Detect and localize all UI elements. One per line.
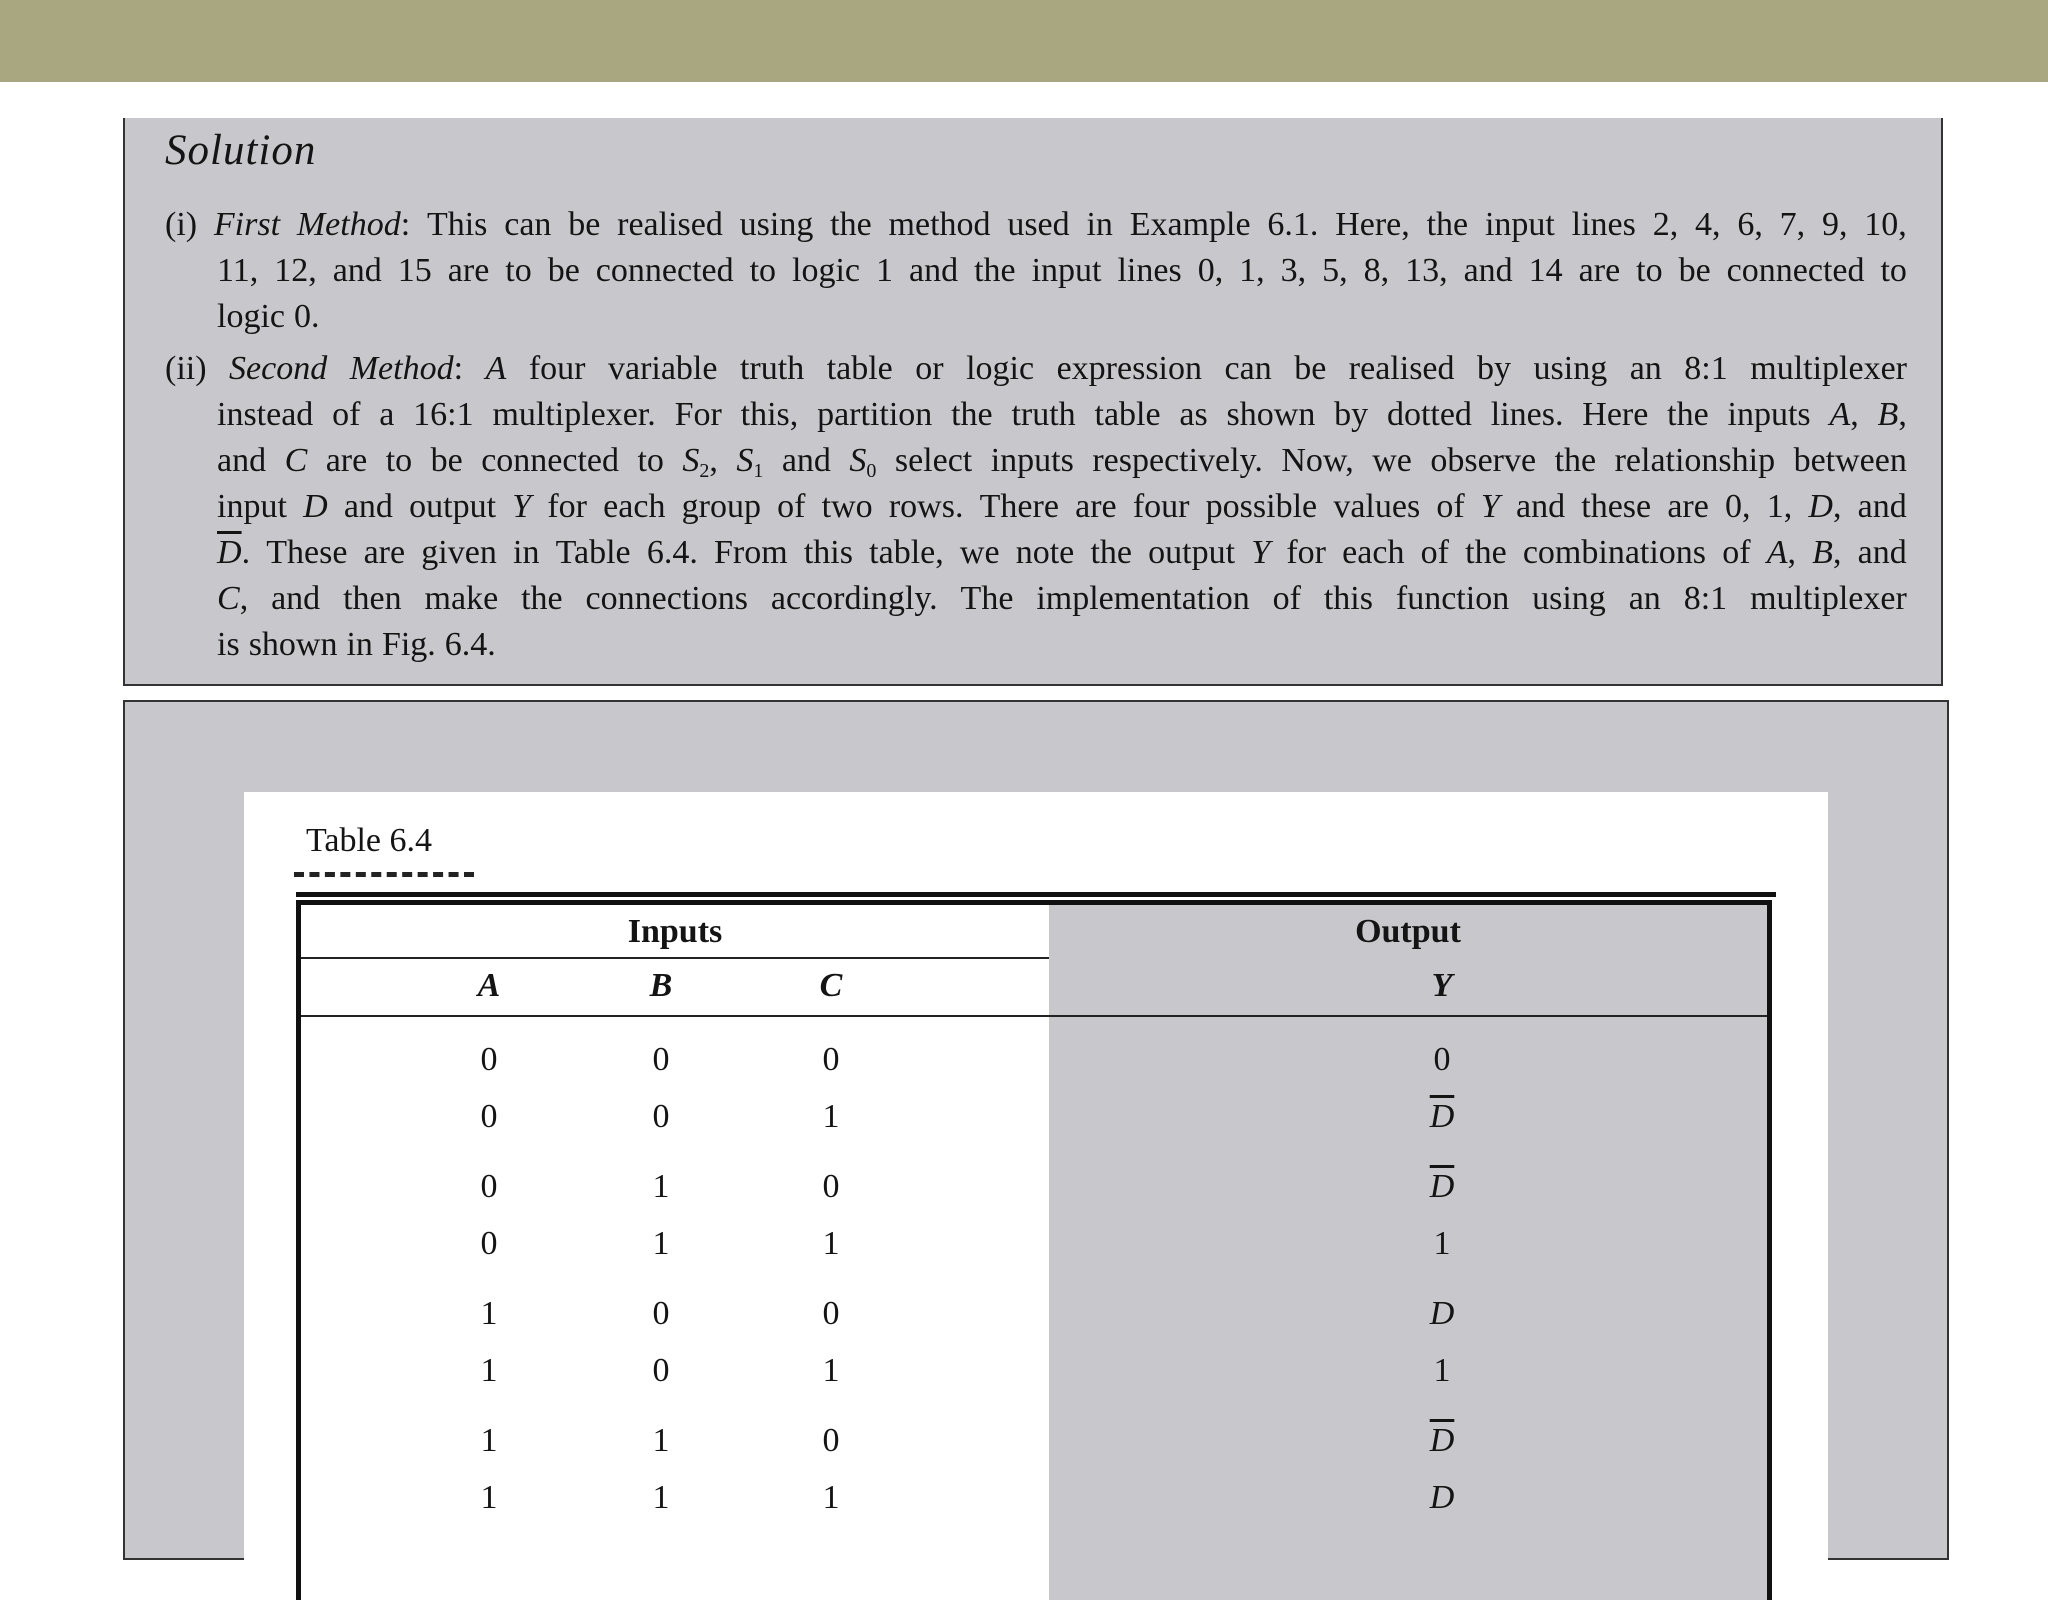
caption-dotted-underline [294,872,474,877]
column-header-b: B [649,967,673,1004]
cell-row6-y: 1 [1433,1352,1451,1389]
table-panel [123,700,1949,1560]
cell-row1-c: 0 [822,1041,840,1078]
truth-table [296,900,1772,1600]
item-line: 11, 12, and 15 are to be connected to logic 1 and the input lines 0, 1, 3, 5, 8, 13, and 14 are to be connected to [217,252,1907,289]
cell-row8-c: 1 [822,1479,840,1516]
output-header: Output [1355,913,1461,950]
item-line: C, and then make the connections accordingly. The implementation of this function using an 8:1 multiplexer [217,580,1907,617]
table-card [244,792,1828,1572]
cell-row7-y: $\overline{D}$ [1429,1422,1455,1459]
item-line: input D and output Y for each group of two rows. There are four possible values of Y and these are 0, 1, D, and [217,488,1907,525]
item-line: (i) First Method: This can be realised using the method used in Example 6.1. Here, the input lines 2, 4, 6, 7, 9, 10, [165,206,1907,243]
cell-row6-c: 1 [822,1352,840,1389]
item-line: $\overline{D}$. These are given in Table 6.4. From this table, we note the output Y for each of the combinations of A, B, and [217,534,1907,571]
cell-row4-b: 1 [652,1225,670,1262]
solution-item-second-method [165,346,1907,668]
cell-row1-b: 0 [652,1041,670,1078]
cell-row3-c: 0 [822,1168,840,1205]
cell-row1-y: 0 [1433,1041,1451,1078]
item-line: (ii) Second Method: A four variable truth table or logic expression can be realised by using an 8:1 multiplexer [165,350,1907,387]
item-line: logic 0. [217,298,320,335]
cell-row7-a: 1 [480,1422,498,1459]
inputs-header-rule [301,957,1049,959]
cell-row3-a: 0 [480,1168,498,1205]
column-header-rule [301,1015,1767,1017]
item-line: instead of a 16:1 multiplexer. For this, partition the truth table as shown by dotted lines. Here the inputs A, B, [217,396,1907,433]
cell-row2-y: $\overline{D}$ [1429,1098,1455,1135]
cell-row5-c: 0 [822,1295,840,1332]
cell-row5-a: 1 [480,1295,498,1332]
cell-row3-y: $\overline{D}$ [1429,1168,1455,1205]
cell-row6-a: 1 [480,1352,498,1389]
column-header-a: A [477,967,501,1004]
cell-row4-y: 1 [1433,1225,1451,1262]
cell-row7-b: 1 [652,1422,670,1459]
cell-row2-b: 0 [652,1098,670,1135]
solution-item-first-method [165,202,1907,340]
inputs-header: Inputs [627,913,723,950]
cell-row8-y: D [1429,1479,1455,1516]
table-caption: Table 6.4 [306,822,433,859]
cell-row1-a: 0 [480,1041,498,1078]
cell-row4-a: 0 [480,1225,498,1262]
table-top-rule [296,892,1776,897]
cell-row7-c: 0 [822,1422,840,1459]
item-line: and C are to be connected to $S_2$, $S_1$ and $S_0$ select inputs respectively. Now, we observe the relationship between [217,442,1907,482]
cell-row5-y: D [1429,1295,1455,1332]
column-header-y: Y [1431,967,1453,1004]
cell-row8-b: 1 [652,1479,670,1516]
cell-row3-b: 1 [652,1168,670,1205]
cell-row8-a: 1 [480,1479,498,1516]
cell-row5-b: 0 [652,1295,670,1332]
cell-row2-c: 1 [822,1098,840,1135]
cell-row6-b: 0 [652,1352,670,1389]
solution-title: Solution [165,127,317,174]
column-header-c: C [819,967,843,1004]
cell-row4-c: 1 [822,1225,840,1262]
header-band [0,0,2048,82]
item-line: is shown in Fig. 6.4. [217,626,496,663]
solution-box [123,118,1943,686]
cell-row2-a: 0 [480,1098,498,1135]
